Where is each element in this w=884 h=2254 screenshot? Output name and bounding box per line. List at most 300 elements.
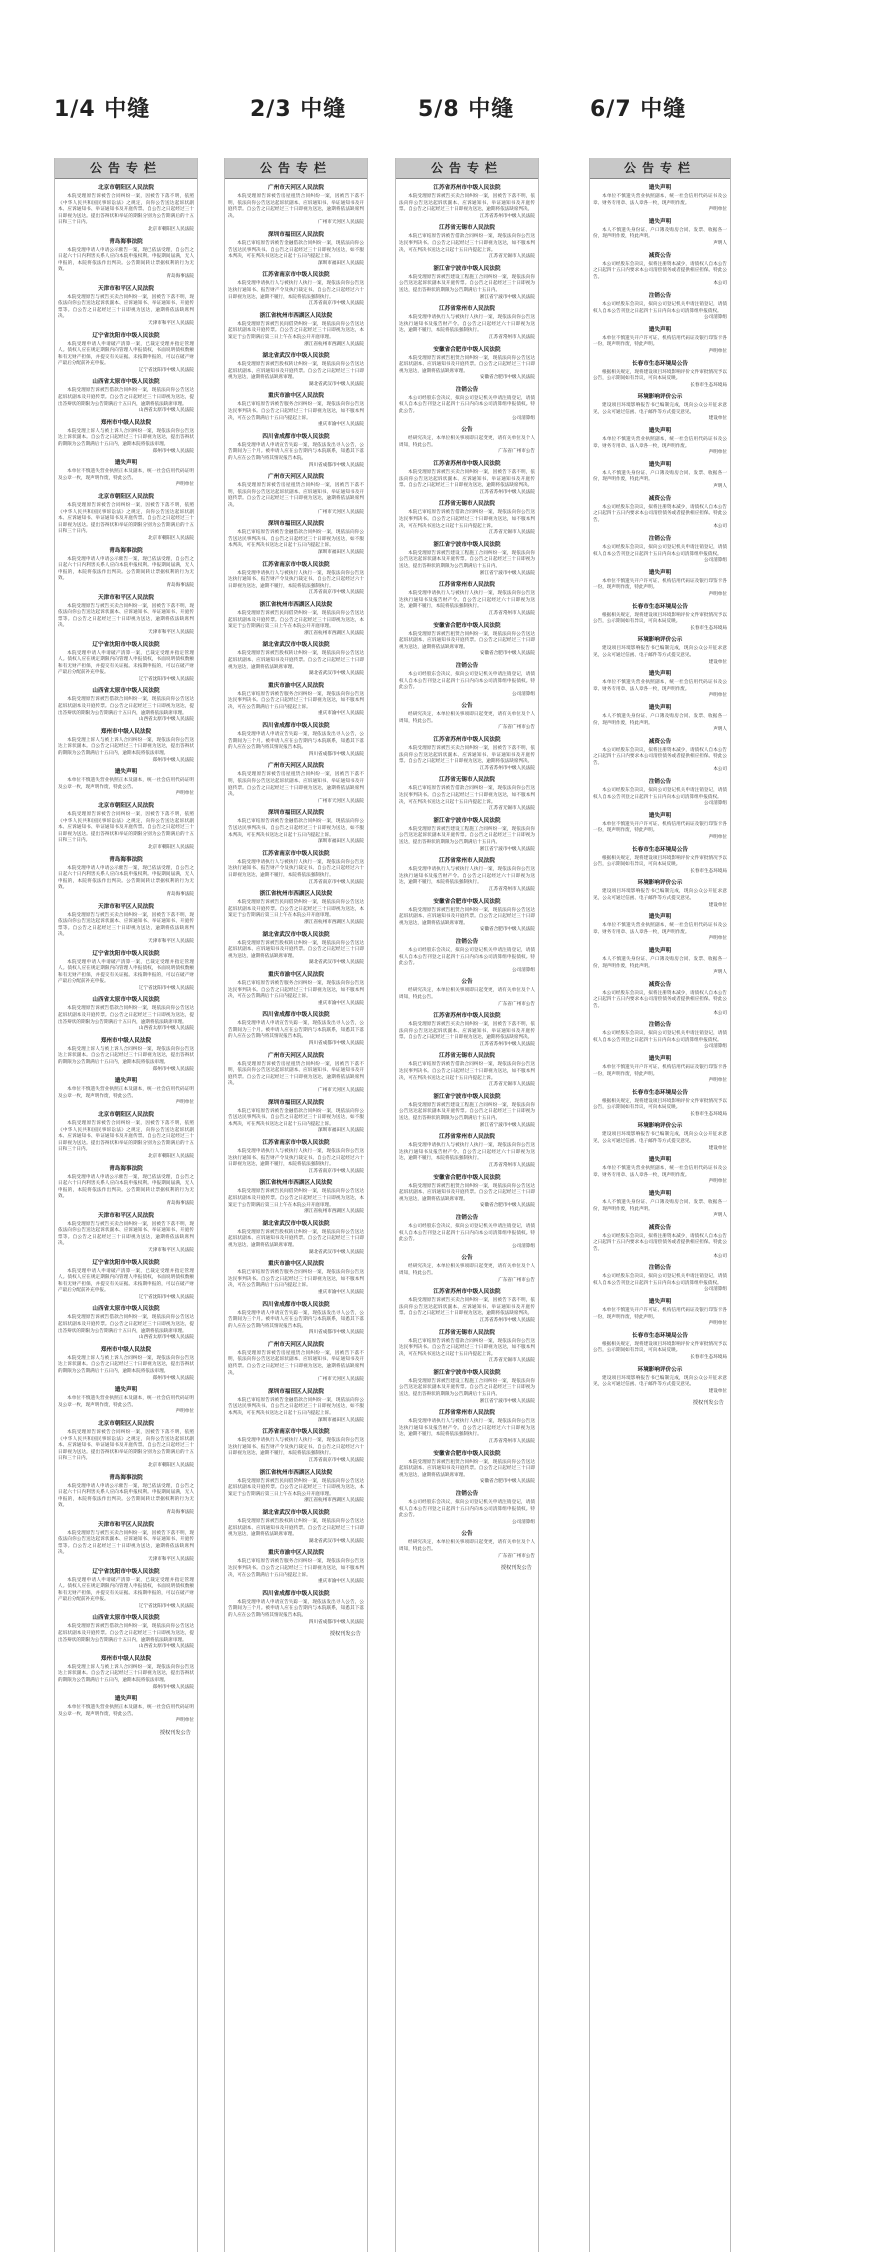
notice-item (593, 603, 727, 633)
notice-title: 安徽省合肥市中级人民法院 (433, 1450, 501, 1457)
notice-title: 郑州市中级人民法院 (100, 1655, 152, 1662)
notice-body: 本院受理原告诉被告买卖合同纠纷一案，因被告下落不明，依法向你公告送达起诉状副本、应诉通知书、举证通知书及开庭传票。自公告之日起经过三十日即视为送达，逾期将依法缺席判决。 (399, 1298, 535, 1317)
notice-body: 本院受理原告与被告买卖合同纠纷一案，因被告下落不明，现依法向你公告送达起诉状副本、应诉通知书、举证通知书、开庭传票等。自公告之日起经过三十日即视为送达，逾期将依法缺席判决。 (58, 1530, 194, 1556)
notice-signature: 江苏省无锡市人民法院 (489, 1358, 535, 1364)
notice-body: 本院受理原告诉被告买卖合同纠纷一案，因被告下落不明，依法向你公告送达起诉状副本、应诉通知书、举证通知书及开庭传票。自公告之日起经过三十日即视为送达，逾期将依法缺席判决。 (399, 1022, 535, 1041)
notice-item (399, 817, 535, 853)
notice-body: 本院已审结原告诉被告金融借款合同纠纷一案，现依法向你公告送达民事判决书。自公告之日起经过三十日即视为送达，如不服本判决，可在判决书送达之日起十五日内提起上诉。 (228, 819, 364, 838)
notice-title: 江苏省南京市中级人民法院 (262, 1140, 330, 1146)
notice-item (593, 326, 727, 356)
notice-title: 江苏省苏州市中级人民法院 (433, 1289, 501, 1296)
notice-signature: 郑州市中级人民法院 (152, 448, 194, 454)
notice-title: 环境影响评价公示 (637, 394, 683, 401)
notice-title: 遗失声明 (648, 671, 672, 678)
notice-body: 本院受理申请执行人与被执行人执行一案，现依法向你公告送达执行通知书及报告财产令。自公告之日起经过六十日即视为送达，逾期不履行，本院将依法强制执行。 (399, 591, 535, 610)
notice-item (228, 809, 364, 845)
notice-signature: 本公司 (713, 1253, 727, 1259)
notice-item (593, 947, 727, 977)
notice-signature: 湖北省武汉市中级人民法院 (308, 1538, 364, 1544)
notice-item (58, 950, 194, 993)
notice-title: 减资公告 (648, 981, 672, 988)
notice-item (228, 762, 364, 805)
notice-item (58, 238, 194, 281)
notice-item (58, 996, 194, 1032)
notice-item (593, 218, 727, 248)
notice-signature: 公司清算组 (512, 967, 535, 973)
notice-title: 江苏省无锡市人民法院 (439, 1329, 495, 1336)
notice-signature: 长春市生态环境局 (690, 868, 727, 874)
notice-item (593, 1224, 727, 1260)
notice-signature: 建设单位 (708, 902, 727, 908)
notice-body: 本院已审结原告诉被告服务合同纠纷一案，现依法向你公告送达民事判决书。自公告之日起经过三十日即视为送达，如不服本判决，可在公告期满后十五日内提起上诉。 (228, 1559, 364, 1578)
notice-title: 公告 (461, 703, 473, 710)
notice-item (399, 1450, 535, 1486)
notice-body: 本院受理原告诉被告合同纠纷一案，因被告下落不明，依照《中华人民共和国民事诉讼法》之规定，向你公告送达起诉状副本、应诉通知书、举证通知书及开庭传票。自公告之日起经过三十日即视为送达。提出答辩状和举证的期限分别为公告期满后的十五日和三十日内。 (58, 812, 194, 844)
notice-body: 根据相关规定，现将建设项目环境影响评价文件审批情况予以公告，公示期间如有异议，可向本局反映。 (593, 1098, 727, 1111)
notice-item (58, 1346, 194, 1382)
notice-body: 本院受理原告诉被告租赁合同纠纷一案，现依法向你公告送达起诉状副本、应诉通知书及开庭传票。自公告之日起经过三十日即视为送达，逾期将依法缺席审理。 (399, 355, 535, 374)
notice-body: 本单位不慎遗失开户许可证、机构信用代码证及银行印鉴卡各一份，现声明作废，特此声明。 (593, 1307, 727, 1320)
notice-signature: 辽宁省沈阳市中级人民法院 (138, 676, 194, 682)
notice-title: 减资公告 (648, 252, 672, 259)
column-footer: 授权刊发公告 (500, 1565, 532, 1572)
notice-signature: 山西省太原市中级人民法院 (138, 717, 194, 723)
notice-title: 山西省太原市中级人民法院 (92, 1306, 160, 1313)
notice-title: 长春市生态环境局公告 (632, 603, 688, 610)
notice-title: 广州市天河区人民法院 (268, 185, 324, 191)
notice-title: 减资公告 (648, 1224, 672, 1231)
notice-title: 湖北省武汉市中级人民法院 (262, 1509, 330, 1516)
notice-body: 本公司经股东会决议，拟将注册资本减少，请债权人自本公告之日起四十五日内要求本公司清偿债务或者提供相应担保。特此公告。 (593, 261, 727, 280)
notice-item (593, 393, 727, 423)
notice-body: 本公司经股东会决议，拟向公司登记机关申请注销登记，请债权人自本公告刊登之日起四十五日内向本公司清算组申报债权。 (593, 1274, 727, 1286)
notice-body: 本院受理上诉人与被上诉人合同纠纷一案，现依法向你公告送达上诉状副本。自公告之日起经过三十日即视为送达，提出答辩状的期限为公告期满后十五日内，逾期本院将依法审理。 (58, 1355, 194, 1375)
notice-item (228, 271, 364, 307)
notice-body: 本单位不慎遗失营业执照副本，统一社会信用代码证书及公章、财务专用章、法人章各一枚，现声明作废。 (593, 194, 727, 206)
notice-title: 山西省太原市中级人民法院 (92, 379, 160, 386)
notice-title: 江苏省常州市人民法院 (439, 306, 495, 313)
notice-title: 公告 (461, 1255, 473, 1262)
notice-title: 江苏省南京市中级人民法院 (262, 850, 330, 857)
notice-item (399, 898, 535, 934)
notice-signature: 辽宁省沈阳市中级人民法院 (138, 1294, 194, 1300)
notice-signature: 本公司 (713, 281, 727, 287)
notice-signature: 重庆市渝中区人民法院 (318, 422, 364, 428)
notice-signature: 江苏省常州市人民法院 (489, 886, 535, 892)
notice-title: 广州市天河区人民法院 (268, 1052, 324, 1059)
notice-item (58, 1474, 194, 1517)
notice-body: 本院受理原告诉被告民间借贷纠纷一案，现依法向你公告送达起诉状副本及开庭传票。自公告之日起经过三十日即视为送达，本案定于公告期满后第三日上午在本院公开开庭审理。 (228, 1189, 364, 1208)
notice-signature: 声明单位 (175, 1100, 194, 1106)
notice-item (228, 231, 364, 267)
notice-item (228, 473, 364, 516)
notice-signature: 湖北省武汉市中级人民法院 (308, 671, 364, 677)
notice-title: 长春市生态环境局公告 (632, 846, 688, 853)
notice-signature: 江苏省南京市中级人民法院 (308, 1458, 364, 1463)
notice-title: 遗失声明 (648, 1157, 672, 1164)
notice-body: 本公司经股东会决议，拟向公司登记机关申请注销登记，请债权人自本公告刊登之日起四十五日内向本公司清算组申报债权。 (593, 1031, 727, 1043)
notice-item (228, 1341, 364, 1384)
notice-signature: 长春市生态环境局 (690, 382, 727, 388)
notice-body: 本院受理上诉人与被上诉人合同纠纷一案，现依法向你公告送达上诉状副本。自公告之日起经过三十日即视为送达，提出答辩状的期限为公告期满后十五日内，逾期本院将依法审理。 (58, 428, 194, 448)
notice-title: 环境影响评价公示 (637, 637, 683, 644)
notice-title: 青岛海事法院 (109, 856, 143, 863)
notice-body: 本院受理原告诉被告民间借贷纠纷一案，现依法向你公告送达起诉状副本及开庭传票。自公告之日起经过三十日即视为送达，本案定于公告期满后第三日上午在本院公开开庭审理。 (228, 610, 364, 630)
notice-title: 江苏省苏州市中级人民法院 (433, 737, 501, 744)
notice-body: 本院受理申请执行人与被执行人执行一案，现依法向你公告送达执行通知书、报告财产令及执行裁定书。自公告之日起经过六十日即视为送达，逾期不履行，本院将依法强制执行。 (228, 1438, 364, 1457)
notice-item (399, 1012, 535, 1048)
notice-signature: 浙江省宁波市中级人民法院 (479, 1398, 535, 1404)
notice-signature: 湖北省武汉市中级人民法院 (308, 381, 364, 387)
notice-body: 经研究决定，本单位相关事项即日起变更，请有关单位及个人周知，特此公告。 (399, 1264, 535, 1276)
column-header-bar: 公告专栏 (590, 158, 730, 179)
notice-body: 本院受理申请执行人与被执行人执行一案，现依法向你公告送达执行通知书及报告财产令。自公告之日起经过六十日即视为送达，逾期不履行，本院将依法强制执行。 (399, 1419, 535, 1438)
notice-signature: 声明单位 (175, 1718, 194, 1724)
notice-body: 本院受理原告诉被告建设工程施工合同纠纷一案，现依法向你公告送达起诉状副本及开庭传票。自公告之日起经过三十日即视为送达，提出答辩状的期限为公告期满后十五日内。 (399, 1102, 535, 1122)
notice-signature: 深圳市福田区人民法院 (318, 839, 364, 845)
notice-title: 注销公告 (648, 292, 672, 299)
notice-signature: 广州市天河区人民法院 (318, 1088, 364, 1094)
notice-item (228, 1469, 364, 1505)
notice-title: 郑州市中级人民法院 (100, 728, 152, 735)
notice-body: 本院受理原告诉被告租赁合同纠纷一案，现依法向你公告送达起诉状副本、应诉通知书及开庭传票。自公告之日起经过三十日即视为送达，逾期将依法缺席审理。 (399, 1183, 535, 1202)
notice-title: 北京市朝阳区人民法院 (98, 803, 154, 809)
notice-item (399, 1093, 535, 1129)
notice-title: 深圳市福田区人民法院 (268, 1388, 324, 1395)
notice-body: 本院受理原告与被告买卖合同纠纷一案，因被告下落不明，现依法向你公告送达起诉状副本、应诉通知书、举证通知书、开庭传票等。自公告之日起经过三十日即视为送达，逾期将依法缺席判决。 (58, 912, 194, 938)
notice-item (228, 1179, 364, 1215)
notice-body: 本单位不慎遗失营业执照正本及副本，统一社会信用代码证明及公章一枚，现声明作废，特此公告。 (58, 469, 194, 481)
notice-title: 北京市朝阳区人民法院 (98, 494, 154, 500)
notice-title: 重庆市渝中区人民法院 (268, 971, 324, 978)
notice-signature: 江苏省常州市人民法院 (489, 334, 535, 340)
notice-body: 本院受理原告诉被告合同纠纷一案，因被告下落不明，依照《中华人民共和国民事诉讼法》之规定，向你公告送达起诉状副本、应诉通知书、举证通知书及开庭传票。自公告之日起经过三十日即视为送达。提出答辩状和举证的期限分别为公告期满后的十五日和三十日内。 (58, 503, 194, 535)
notice-title: 郑州市中级人民法院 (100, 1037, 152, 1044)
notice-title: 山西省太原市中级人民法院 (92, 688, 160, 695)
notice-signature: 浙江省杭州市西湖区人民法院 (304, 341, 364, 347)
notice-body: 本院已审结原告诉被告金融借款合同纠纷一案，现依法向你公告送达民事判决书。自公告之日起经过三十日即视为送达，如不服本判决，可在判决书送达之日起十五日内提起上诉。 (228, 240, 364, 260)
notice-item (399, 346, 535, 382)
notice-signature: 青岛海事法院 (166, 891, 194, 897)
notice-body: 本院已审结原告诉被告服务合同纠纷一案，现依法向你公告送达民事判决书。自公告之日起经过三十日即视为送达，如不服本判决，可在公告期满后十五日内提起上诉。 (228, 1270, 364, 1289)
notice-body: 本公司经股东会决议，拟向公司登记机关申请注销登记，请债权人自本公告刊登之日起四十五日内向本公司清算组申报债权。特此公告。 (399, 395, 535, 415)
notice-item (58, 332, 194, 375)
notice-item (58, 687, 194, 723)
notice-signature: 浙江省宁波市中级人民法院 (479, 294, 535, 300)
notice-title: 江苏省常州市人民法院 (439, 582, 495, 589)
column-2 (224, 158, 368, 2252)
notice-signature: 四川省成都市中级人民法院 (308, 462, 364, 468)
notice-signature: 北京市朝阳区人民法院 (148, 844, 194, 850)
notice-title: 辽宁省沈阳市中级人民法院 (92, 1259, 160, 1266)
notice-signature: 本公司 (713, 1010, 727, 1016)
notice-signature: 江苏省无锡市人民法院 (489, 530, 535, 536)
notice-item (58, 1568, 194, 1611)
notice-signature: 公司清算组 (704, 558, 727, 564)
notice-signature: 声明单位 (175, 482, 194, 488)
notice-title: 四川省成都市中级人民法院 (262, 1012, 330, 1019)
notice-item (593, 184, 727, 214)
notice-item (228, 850, 364, 886)
notice-item (228, 312, 364, 348)
notice-body: 本院受理原告诉被告房屋租赁合同纠纷一案，因被告下落不明，依法向你公告送达起诉状副本、应诉通知书、举证通知书及开庭传票。自公告之日起经过三十日即视为送达，逾期将依法缺席判决。 (228, 194, 364, 219)
notice-body: 本院受理原告诉被告股权转让纠纷一案，现依法向你公告送达起诉状副本、应诉通知书及开庭传票。自公告之日起经过三十日即视为送达，逾期将依法缺席审理。 (228, 1229, 364, 1248)
notice-signature: 四川省成都市中级人民法院 (308, 751, 364, 757)
notice-signature: 声明单位 (708, 207, 727, 213)
notice-body: 本院受理申请执行人与被执行人执行一案，现依法向你公告送达执行通知书、报告财产令及执行裁定书。自公告之日起经过六十日即视为送达，逾期不履行，本院将依法强制执行。 (228, 570, 364, 589)
notice-signature: 公司清算组 (512, 1519, 535, 1525)
notice-item (228, 520, 364, 556)
notice-signature: 辽宁省沈阳市中级人民法院 (138, 367, 194, 373)
notice-title: 广州市天河区人民法院 (268, 474, 324, 481)
notice-item (399, 1530, 535, 1560)
notice-item (58, 802, 194, 852)
notice-signature: 江苏省苏州市中级人民法院 (479, 765, 535, 771)
notice-title: 遗失声明 (648, 428, 672, 435)
notice-body: 本院受理申请执行人与被执行人执行一案，现依法向你公告送达执行通知书、报告财产令及执行裁定书。自公告之日起经过六十日即视为送达，逾期不履行，本院将依法强制执行。 (228, 281, 364, 300)
notice-signature: 建设单位 (708, 1145, 727, 1151)
notice-item (228, 1388, 364, 1424)
notice-signature: 声明单位 (708, 450, 727, 456)
column-heading-3: 5/8 中缝 (418, 97, 515, 122)
notice-body: 经研究决定，本单位相关事项即日起变更，请有关单位及个人周知，特此公告。 (399, 988, 535, 1000)
notice-title: 长春市生态环境局公告 (632, 360, 688, 367)
notice-signature: 江苏省南京市中级人民法院 (308, 590, 364, 596)
notice-signature: 浙江省杭州市西湖区人民法院 (304, 1498, 364, 1504)
notice-item (228, 682, 364, 718)
notice-item (58, 1077, 194, 1107)
notice-body: 本单位不慎遗失营业执照正本及副本，统一社会信用代码证明及公章一枚，现声明作废，特此公告。 (58, 1396, 194, 1408)
notice-signature: 浙江省宁波市中级人民法院 (479, 570, 535, 576)
notice-title: 注销公告 (648, 1265, 672, 1272)
notice-signature: 深圳市福田区人民法院 (318, 549, 364, 555)
notice-item (58, 285, 194, 328)
notice-item (593, 879, 727, 909)
notice-body: 本公司经股东会决议，拟向公司登记机关申请注销登记，请债权人自本公告刊登之日起四十五日内向本公司清算组申报债权。特此公告。 (399, 1223, 535, 1243)
notice-item (399, 857, 535, 893)
notice-signature: 声明单位 (708, 835, 727, 841)
notice-body: 本单位不慎遗失营业执照正本及副本，统一社会信用代码证明及公章一枚，现声明作废，特此公告。 (58, 778, 194, 790)
notice-signature: 声明单位 (708, 1321, 727, 1327)
notice-signature: 四川省成都市中级人民法院 (308, 1330, 364, 1336)
notice-body: 本院受理原告诉被告借款合同纠纷一案，现依法向你公告送达起诉状副本及开庭传票。自公告之日起经过三十日即视为送达，提出答辩状的期限为公告期满后十五日内，逾期将依法缺席审理。 (58, 697, 194, 716)
notice-body: 本院受理申请人申请破产清算一案，已裁定受理并指定管理人。债权人应在规定期限内向管理人申报债权，书面说明债权数额和有无财产担保，并提交有关证据。未按期申报的，可以在破产财产最后分配前补充申报。 (58, 1268, 194, 1294)
column-header-bar: 公告专栏 (225, 158, 367, 179)
notice-signature: 山西省太原市中级人民法院 (138, 1026, 194, 1032)
notice-title: 江苏省南京市中级人民法院 (262, 1429, 330, 1436)
notice-body: 经研究决定，本单位相关事项即日起变更，请有关单位及个人周知，特此公告。 (399, 1540, 535, 1552)
notice-signature: 声明人 (713, 1213, 727, 1219)
notice-signature: 声明单位 (708, 936, 727, 942)
notice-signature: 公司清算组 (704, 1287, 727, 1293)
notice-signature: 广东省广州市公告 (498, 1001, 535, 1007)
notice-item (593, 1298, 727, 1328)
notice-title: 注销公告 (455, 1491, 479, 1497)
notice-title: 浙江省杭州市西湖区人民法院 (259, 891, 333, 898)
notice-item (399, 1329, 535, 1365)
notice-item (593, 670, 727, 700)
notice-signature: 广东省广州市公告 (498, 449, 535, 455)
notice-title: 江苏省苏州市中级人民法院 (433, 461, 501, 468)
notice-item (399, 1174, 535, 1210)
notice-title: 山西省太原市中级人民法院 (92, 997, 160, 1004)
notice-signature: 江苏省南京市中级人民法院 (308, 1168, 364, 1174)
notice-signature: 声明人 (713, 484, 727, 490)
notice-signature: 声明人 (713, 727, 727, 733)
notice-body: 本公司经股东会决议，拟向公司登记机关申请注销登记，请债权人自本公告刊登之日起四十五日内向本公司清算组申报债权。特此公告。 (399, 947, 535, 967)
notice-item (228, 392, 364, 428)
notice-signature: 长春市生态环境局 (690, 1354, 727, 1360)
notice-body: 本院受理原告诉被告股权转让纠纷一案，现依法向你公告送达起诉状副本、应诉通知书及开庭传票。自公告之日起经过三十日即视为送达，逾期将依法缺席审理。 (228, 940, 364, 959)
notice-body: 本院受理上诉人与被上诉人合同纠纷一案，现依法向你公告送达上诉状副本。自公告之日起经过三十日即视为送达，提出答辩状的期限为公告期满后十五日内，逾期本院将依法审理。 (58, 737, 194, 757)
notice-body: 本院受理原告诉被告合同纠纷一案，因被告下落不明，依照《中华人民共和国民事诉讼法》之规定，向你公告送达起诉状副本、应诉通知书、举证通知书及开庭传票。自公告之日起经过三十日即视为送达。提出答辩状和举证的期限分别为公告期满后的十五日和三十日内。 (58, 194, 194, 226)
notice-item (399, 184, 535, 220)
notice-title: 江苏省常州市人民法院 (439, 858, 495, 865)
notice-signature: 天津市和平区人民法院 (148, 320, 194, 326)
notice-title: 北京市朝阳区人民法院 (98, 185, 154, 191)
notice-item (228, 433, 364, 469)
notice-item (593, 292, 727, 322)
notice-title: 遗失声明 (648, 218, 672, 225)
column-4 (589, 158, 731, 2252)
notice-signature: 江苏省苏州市中级人民法院 (479, 1041, 535, 1047)
notice-body: 本院受理原告诉被告租赁合同纠纷一案，现依法向你公告送达起诉状副本、应诉通知书及开庭传票。自公告之日起经过三十日即视为送达，逾期将依法缺席审理。 (399, 907, 535, 926)
notice-title: 四川省成都市中级人民法院 (262, 1301, 330, 1308)
column-heading-4: 6/7 中缝 (590, 97, 687, 122)
notice-item (399, 776, 535, 812)
notice-item (58, 1521, 194, 1564)
notice-item (228, 641, 364, 677)
notice-body: 本院受理原告诉被告买卖合同纠纷一案，因被告下落不明，依法向你公告送达起诉状副本、应诉通知书、举证通知书及开庭传票。自公告之日起经过三十日即视为送达，逾期将依法缺席判决。 (399, 194, 535, 213)
notice-body: 本院受理上诉人与被上诉人合同纠纷一案，现依法向你公告送达上诉状副本。自公告之日起经过三十日即视为送达，提出答辩状的期限为公告期满后十五日内，逾期本院将依法审理。 (58, 1046, 194, 1066)
notice-body: 本院已审结原告诉被告金融借款合同纠纷一案，现依法向你公告送达民事判决书。自公告之日起经过三十日即视为送达，如不服本判决，可在判决书送达之日起十五日内提起上诉。 (228, 1397, 364, 1417)
notice-item (58, 856, 194, 899)
notice-body: 本公司经股东会决议，拟将注册资本减少，请债权人自本公告之日起四十五日内要求本公司清偿债务或者提供相应担保。特此公告。 (593, 747, 727, 766)
notice-item (399, 702, 535, 732)
notice-signature: 声明单位 (708, 693, 727, 699)
notice-body: 本院受理原告诉被告民间借贷纠纷一案，现依法向你公告送达起诉状副本及开庭传票。自公告之日起经过三十日即视为送达，本案定于公告期满后第三日上午在本院公开开庭审理。 (228, 321, 364, 340)
notice-body: 本院受理申请执行人与被执行人执行一案，现依法向你公告送达执行通知书及报告财产令。自公告之日起经过六十日即视为送达，逾期不履行，本院将依法强制执行。 (399, 315, 535, 334)
notice-item (593, 252, 727, 288)
notice-signature: 四川省成都市中级人民法院 (308, 1619, 364, 1625)
notice-signature: 公司清算组 (704, 801, 727, 807)
notice-title: 遗失声明 (648, 461, 672, 468)
notice-body: 本单位不慎遗失营业执照副本，统一社会信用代码证书及公章、财务专用章、法人章各一枚，现声明作废。 (593, 437, 727, 449)
notice-body: 本院已审结原告诉被告借款合同纠纷一案，现依法向你公告送达民事判决书。自公告之日起经过三十日即视为送达，如不服本判决，可在判决书送达之日起十五日内提起上诉。 (399, 234, 535, 253)
notice-title: 遗失声明 (114, 1696, 138, 1703)
notice-item (58, 768, 194, 798)
notice-signature: 建设单位 (708, 659, 727, 665)
notice-body: 本人不慎遗失身份证、户口簿及购房合同、发票、收据各一份，现声明作废，特此声明。 (593, 1200, 727, 1212)
notice-title: 注销公告 (455, 386, 479, 393)
notice-signature: 重庆市渝中区人民法院 (318, 1579, 364, 1585)
notice-item (58, 1111, 194, 1161)
notice-body: 建设项目环境影响报告书已编制完成，现向公众公开征求意见，公众可通过信函、电子邮件等方式提交意见。 (593, 646, 727, 658)
notice-item (58, 1386, 194, 1416)
notice-body: 经研究决定，本单位相关事项即日起变更，请有关单位及个人周知，特此公告。 (399, 436, 535, 448)
notice-title: 辽宁省沈阳市中级人民法院 (92, 641, 160, 648)
notice-signature: 公司清算组 (704, 315, 727, 321)
notice-title: 遗失声明 (114, 1387, 138, 1394)
notice-body: 本公司经股东会决议，拟将注册资本减少，请债权人自本公告之日起四十五日内要求本公司清偿债务或者提供相应担保。特此公告。 (593, 990, 727, 1009)
notice-title: 注销公告 (455, 938, 479, 945)
notice-item (399, 1254, 535, 1284)
notice-item (228, 1220, 364, 1256)
notice-body: 本院受理申请执行人与被执行人执行一案，现依法向你公告送达执行通知书及报告财产令。自公告之日起经过六十日即视为送达，逾期不履行，本院将依法强制执行。 (399, 1143, 535, 1162)
notice-title: 浙江省宁波市中级人民法院 (433, 1369, 501, 1376)
notice-body: 本院受理申请人申请宣告失踪一案，现依法发出寻人公告，公告期间为三个月。被申请人应在公告期内与本院联系，知悉其下落的人应在公告期内将其情况报告本院。 (228, 1310, 364, 1329)
notice-item (58, 1655, 194, 1691)
notice-item (58, 1037, 194, 1073)
notice-title: 江苏省苏州市中级人民法院 (433, 185, 501, 191)
notice-signature: 浙江省宁波市中级人民法院 (479, 846, 535, 852)
notice-title: 浙江省宁波市中级人民法院 (433, 1093, 501, 1100)
notice-title: 浙江省杭州市西湖区人民法院 (259, 601, 333, 608)
notice-title: 遗失声明 (648, 569, 672, 576)
notice-body: 本公司经股东会决议，拟将注册资本减少，请债权人自本公告之日起四十五日内要求本公司清偿债务或者提供相应担保。特此公告。 (593, 504, 727, 523)
notice-body: 本院受理原告诉被告租赁合同纠纷一案，现依法向你公告送达起诉状副本、应诉通知书及开庭传票。自公告之日起经过三十日即视为送达，逾期将依法缺席审理。 (399, 631, 535, 650)
notice-title: 长春市生态环境局公告 (632, 1332, 688, 1339)
notice-body: 本院受理原告诉被告借款合同纠纷一案，现依法向你公告送达起诉状副本及开庭传票。自公告之日起经过三十日即视为送达，提出答辩状的期限为公告期满后十五日内，逾期将依法缺席审理。 (58, 388, 194, 407)
notice-body: 根据相关规定，现将建设项目环境影响评价文件审批情况予以公告，公示期间如有异议，可向本局反映。 (593, 369, 727, 382)
notice-body: 本院受理申请执行人与被执行人执行一案，现依法向你公告送达执行通知书、报告财产令及执行裁定书。自公告之日起经过六十日即视为送达，逾期不履行，本院将依法强制执行。 (228, 859, 364, 878)
notice-item (58, 1614, 194, 1650)
column-heading-1: 1/4 中缝 (54, 97, 151, 122)
notice-signature: 声明单位 (708, 1179, 727, 1185)
notice-list (55, 179, 197, 1737)
notice-body: 本人不慎遗失身份证、户口簿及购房合同、发票、收据各一份，现声明作废，特此声明。 (593, 227, 727, 240)
notice-item (58, 903, 194, 946)
notice-signature: 长春市生态环境局 (690, 625, 727, 631)
notice-title: 天津市和平区人民法院 (98, 1212, 154, 1219)
notice-item (593, 636, 727, 666)
notice-signature: 重庆市渝中区人民法院 (318, 1289, 364, 1295)
notice-body: 本院受理原告诉被告买卖合同纠纷一案，因被告下落不明，依法向你公告送达起诉状副本、应诉通知书、举证通知书及开庭传票。自公告之日起经过三十日即视为送达，逾期将依法缺席判决。 (399, 470, 535, 489)
notice-title: 广州市天河区人民法院 (268, 1341, 324, 1348)
notice-body: 本单位不慎遗失开户许可证、机构信用代码证及银行印鉴卡各一份，现声明作废，特此声明。 (593, 1064, 727, 1077)
notice-title: 长春市生态环境局公告 (632, 1089, 688, 1096)
notice-body: 本院已审结原告诉被告借款合同纠纷一案，现依法向你公告送达民事判决书。自公告之日起经过三十日即视为送达，如不服本判决，可在判决书送达之日起十五日内提起上诉。 (399, 510, 535, 529)
notice-body: 本单位不慎遗失营业执照副本，统一社会信用代码证书及公章、财务专用章、法人章各一枚，现声明作废。 (593, 680, 727, 692)
notice-title: 深圳市福田区人民法院 (268, 231, 324, 238)
notice-title: 湖北省武汉市中级人民法院 (262, 642, 330, 649)
notice-signature: 江苏省南京市中级人民法院 (308, 879, 364, 885)
notice-signature: 北京市朝阳区人民法院 (148, 1462, 194, 1468)
notice-title: 江苏省无锡市人民法院 (439, 777, 495, 784)
column-header-bar: 公告专栏 (55, 158, 197, 179)
notice-signature: 浙江省杭州市西湖区人民法院 (304, 919, 364, 925)
notice-item (593, 981, 727, 1017)
notice-signature: 浙江省杭州市西湖区人民法院 (304, 630, 364, 636)
notice-signature: 声明人 (713, 970, 727, 976)
notice-item (228, 1509, 364, 1545)
notice-item (593, 535, 727, 565)
column-heading-2: 2/3 中缝 (250, 97, 347, 122)
notice-body: 建设项目环境影响报告书已编制完成，现向公众公开征求意见，公众可通过信函、电子邮件等方式提交意见。 (593, 1132, 727, 1145)
notice-item (593, 1190, 727, 1220)
notice-item (593, 427, 727, 457)
notice-title: 注销公告 (455, 1214, 479, 1221)
notice-title: 遗失声明 (648, 1298, 672, 1305)
notice-signature: 辽宁省沈阳市中级人民法院 (138, 1603, 194, 1609)
notice-body: 建设项目环境影响报告书已编制完成，现向公众公开征求意见，公众可通过信函、电子邮件等方式提交意见。 (593, 1375, 727, 1388)
notice-title: 浙江省杭州市西湖区人民法院 (259, 1180, 333, 1187)
notice-body: 本院受理申请人申请破产清算一案，已裁定受理并指定管理人。债权人应在规定期限内向管理人申报债权，书面说明债权数额和有无财产担保，并提交有关证据。未按期申报的，可以在破产财产最后分配前补充申报。 (58, 650, 194, 676)
notice-title: 安徽省合肥市中级人民法院 (433, 346, 501, 353)
notice-item (228, 1139, 364, 1175)
notice-item (399, 1133, 535, 1169)
notice-signature: 江苏省苏州市中级人民法院 (479, 213, 535, 219)
